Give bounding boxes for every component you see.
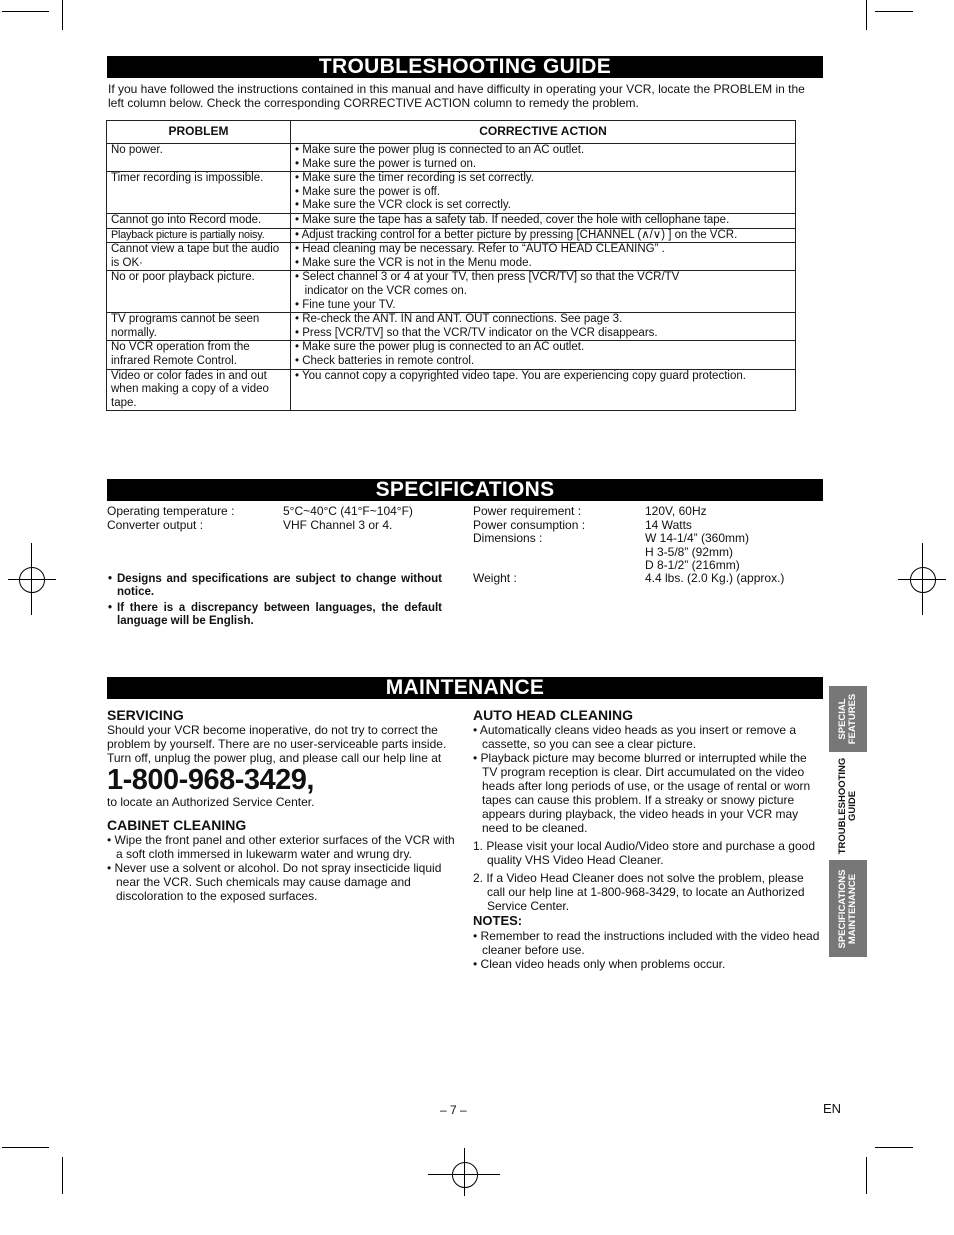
- column-header-problem: PROBLEM: [107, 121, 291, 144]
- action-cell: [291, 243, 796, 271]
- troubleshooting-intro: If you have followed the instructions contained in this manual and have difficulty in operating your VCR, locate the PROBLEM in the left column below. Check the corresponding CORRECTIVE ACTION column to remedy the problem.: [108, 82, 805, 110]
- action-cell: [291, 172, 796, 214]
- action-line: • Make sure the power is turned on.: [295, 157, 477, 170]
- cabinet-bullet: • Wipe the front panel and other exterior surfaces of the VCR with a soft cloth immersed in lukewarm water and wrung dry.: [107, 833, 455, 861]
- action-line: • Make sure the tape has a safety tab. If needed, cover the hole with cellophane tape.: [295, 213, 730, 226]
- crop-mark: [2, 1147, 49, 1148]
- specifications-title: SPECIFICATIONS: [107, 479, 823, 501]
- servicing-after: to locate an Authorized Service Center.: [107, 795, 315, 809]
- servicing-text: Should your VCR become inoperative, do not try to correct the problem by yourself. There are no user-serviceable parts inside. Turn off, unplug the power plug, and please call our help line at: [107, 723, 447, 765]
- troubleshooting-title: TROUBLESHOOTING GUIDE: [107, 56, 823, 78]
- language-code: EN: [823, 1101, 842, 1116]
- side-tab-troubleshooting[interactable]: TROUBLESHOOTING GUIDE: [829, 753, 867, 859]
- cabinet-bullet: • Never use a solvent or alcohol. Do not spray insecticide liquid near the VCR. Such chemicals may cause damage and discoloration to the exposed surfaces.: [107, 861, 442, 903]
- problem-cell: Timer recording is impossible.: [107, 172, 291, 214]
- crop-mark: [875, 11, 913, 12]
- troubleshooting-table: [106, 120, 796, 411]
- spec-right-values: [645, 505, 749, 573]
- action-cell: [291, 341, 796, 369]
- crop-mark: [866, 0, 867, 30]
- table-row: [107, 172, 796, 214]
- problem-cell: TV programs cannot be seen normally.: [107, 313, 291, 341]
- problem-cell: Cannot view a tape but the audio is OK·: [107, 243, 291, 271]
- crop-mark: [62, 1157, 63, 1194]
- action-cell: [291, 213, 796, 228]
- table-row: [107, 271, 796, 313]
- problem-cell: Cannot go into Record mode.: [107, 213, 291, 228]
- crop-mark: [62, 0, 63, 30]
- action-line: • Select channel 3 or 4 at your TV, then press [VCR/TV] so that the VCR/TV: [295, 271, 680, 284]
- action-cell: [291, 369, 796, 411]
- table-row: [107, 243, 796, 271]
- spec-value: H 3-5/8” (92mm): [645, 544, 734, 559]
- spec-label: Converter output :: [107, 517, 204, 532]
- action-line: • Head cleaning may be necessary. Refer to “AUTO HEAD CLEANING” .: [295, 243, 665, 256]
- spec-label: Power requirement :: [473, 504, 582, 518]
- crop-mark: [428, 1174, 500, 1175]
- action-line: • Make sure the timer recording is set correctly.: [295, 172, 535, 185]
- action-line: • Make sure the power plug is connected to an AC outlet.: [295, 341, 585, 354]
- action-cell: [291, 271, 796, 313]
- notes-heading: NOTES:: [473, 913, 523, 928]
- maintenance-left-column: [107, 707, 457, 903]
- spec-value: 120V, 60Hz: [645, 504, 707, 518]
- problem-cell: No VCR operation from the infrared Remote Control.: [107, 341, 291, 369]
- spec-left-values: [283, 505, 413, 532]
- spec-value: 5°C~40°C (41°F~104°F): [283, 504, 413, 518]
- problem-cell: No or poor playback picture.: [107, 271, 291, 313]
- crop-mark: [8, 579, 56, 580]
- action-cell: [291, 144, 796, 172]
- action-line: • Press [VCR/TV] so that the VCR/TV indicator on the VCR disappears.: [295, 326, 658, 339]
- help-line-phone: 1-800-968-3429,: [107, 764, 314, 796]
- auto-head-bullet: • Playback picture may become blurred or interrupted while the TV program reception is clear. Dirt accumulated on the video heads after long periods of use, or the usage of rental or worn tapes can cause this problem. If a streaky or snowy picture appears during playback, the video heads in your VCR may need to be cleaned.: [473, 751, 811, 835]
- spec-value: D 8-1/2” (216mm): [645, 558, 740, 573]
- spec-label: Power consumption :: [473, 517, 586, 532]
- registration-mark: [452, 1162, 478, 1188]
- problem-cell: Video or color fades in and out when making a copy of a video tape.: [107, 369, 291, 411]
- registration-mark: [910, 567, 936, 593]
- note-bullet: • Remember to read the instructions included with the video head cleaner before use.: [473, 929, 820, 957]
- maintenance-title: MAINTENANCE: [107, 677, 823, 699]
- column-header-action: CORRECTIVE ACTION: [291, 121, 796, 144]
- auto-head-bullet: • Automatically cleans video heads as you insert or remove a cassette, so you can see a clear picture.: [473, 723, 797, 751]
- action-line: • Make sure the power plug is connected to an AC outlet.: [295, 144, 585, 156]
- note-bullet: • Clean video heads only when problems occur.: [473, 957, 726, 971]
- auto-head-heading: AUTO HEAD CLEANING: [473, 707, 633, 723]
- action-line: • Re-check the ANT. IN and ANT. OUT connections. See page 3.: [295, 313, 623, 326]
- cabinet-heading: CABINET CLEANING: [107, 817, 247, 833]
- action-cell: [291, 228, 796, 243]
- crop-mark: [2, 11, 49, 12]
- action-line: • Make sure the VCR is not in the Menu mode.: [295, 256, 532, 269]
- action-line: • Adjust tracking control for a better picture by pressing [CHANNEL (∧/∨) ] on the VCR.: [295, 228, 738, 241]
- page-number: – 7 –: [440, 1103, 467, 1117]
- side-tab-specifications-maintenance[interactable]: SPECIFICATIONS MAINTENANCE: [829, 860, 867, 957]
- table-row: [107, 213, 796, 228]
- spec-weight-value: 4.4 lbs. (2.0 Kg.) (approx.): [645, 571, 785, 585]
- table-row: [107, 228, 796, 243]
- registration-mark: [19, 567, 45, 593]
- spec-value: W 14-1/4” (360mm): [645, 531, 750, 546]
- crop-mark: [464, 1148, 465, 1196]
- spec-weight-label: Weight :: [473, 571, 517, 585]
- spec-note: • If there is a discrepancy between languages, the default language will be English.: [108, 602, 442, 627]
- action-line: • Make sure the VCR clock is set correctly.: [295, 199, 511, 212]
- crop-mark: [898, 579, 946, 580]
- auto-head-step: 1. Please visit your local Audio/Video store and purchase a good quality VHS Video Head Cleaner.: [473, 839, 815, 867]
- side-tab-special-features[interactable]: SPECIAL FEATURES: [829, 686, 867, 752]
- spec-label: Dimensions :: [473, 531, 543, 546]
- servicing-heading: SERVICING: [107, 707, 184, 723]
- action-line: • You cannot copy a copyrighted video tape. You are experiencing copy guard protection.: [295, 369, 746, 382]
- action-line: indicator on the VCR comes on.: [295, 284, 467, 297]
- table-row: [107, 341, 796, 369]
- auto-head-step: 2. If a Video Head Cleaner does not solve the problem, please call our help line at 1-800-968-3429, to locate an Authorized Service Center.: [473, 871, 805, 913]
- spec-value: 14 Watts: [645, 517, 692, 532]
- crop-mark: [866, 1157, 867, 1194]
- spec-left-labels: [107, 505, 234, 532]
- action-cell: [291, 313, 796, 341]
- action-line: • Make sure the power is off.: [295, 185, 441, 198]
- action-line: • Check batteries in remote control.: [295, 354, 475, 367]
- table-row: [107, 313, 796, 341]
- spec-value: VHF Channel 3 or 4.: [283, 517, 393, 532]
- spec-right-labels: [473, 505, 585, 546]
- table-row: [107, 144, 796, 172]
- table-row: [107, 369, 796, 411]
- maintenance-right-column: [473, 707, 823, 971]
- spec-note: • Designs and specifications are subject to change without notice.: [108, 573, 442, 598]
- problem-cell: No power.: [107, 144, 291, 172]
- crop-mark: [875, 1147, 913, 1148]
- spec-label: Operating temperature :: [107, 504, 235, 518]
- troubleshooting-rows: [107, 144, 796, 411]
- action-line: • Fine tune your TV.: [295, 298, 396, 311]
- problem-cell: Playback picture is partially noisy.: [107, 228, 291, 243]
